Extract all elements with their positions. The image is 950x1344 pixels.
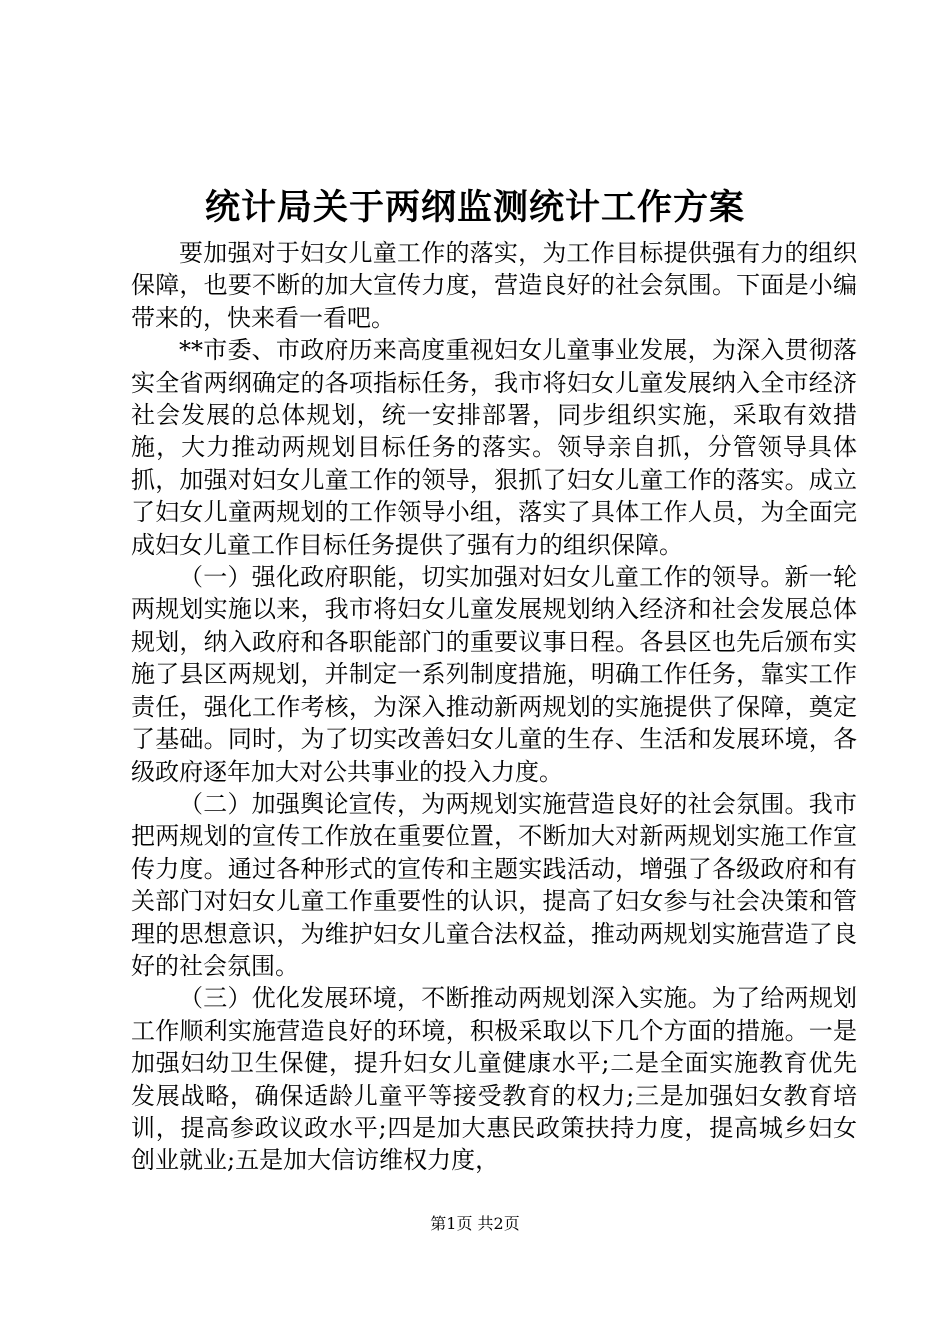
page-number-footer: 第1页 共2页 [430, 1214, 520, 1233]
paragraph-section-1: （一）强化政府职能，切实加强对妇女儿童工作的领导。新一轮两规划实施以来，我市将妇女儿童发展规划纳入经济和社会发展总体规划，纳入政府和各职能部门的重要议事日程。各县区也先后颁布实施了县区两规划，并制定一系列制度措施，明确工作任务，靠实工作责任，强化工作考核，为深入推动新两规划的实施提供了保障，奠定了基础。同时，为了切实改善妇女儿童的生存、生活和发展环境，各级政府逐年加大对公共事业的投入力度。 [131, 563, 857, 786]
paragraph-intro: 要加强对于妇女儿童工作的落实，为工作目标提供强有力的组织保障，也要不断的加大宣传力度，营造良好的社会氛围。下面是小编带来的，快来看一看吧。 [131, 239, 857, 332]
paragraph-section-3: （三）优化发展环境，不断推动两规划深入实施。为了给两规划工作顺利实施营造良好的环境，积极采取以下几个方面的措施。一是加强妇幼卫生保健，提升妇女儿童健康水平;二是全面实施教育优先发展战略，确保适龄儿童平等接受教育的权力;三是加强妇女教育培训，提高参政议政水平;四是加大惠民政策扶持力度，提高城乡妇女创业就业;五是加大信访维权力度， [131, 984, 857, 1175]
paragraph-section-2: （二）加强舆论宣传，为两规划实施营造良好的社会氛围。我市把两规划的宣传工作放在重要位置，不断加大对新两规划实施工作宣传力度。通过各种形式的宣传和主题实践活动，增强了各级政府和有关部门对妇女儿童工作重要性的认识，提高了妇女参与社会决策和管理的思想意识，为维护妇女儿童合法权益，推动两规划实施营造了良好的社会氛围。 [131, 789, 857, 980]
document-body [131, 237, 857, 1177]
document-title: 统计局关于两纲监测统计工作方案 [204, 187, 745, 228]
paragraph-overview: **市委、市政府历来高度重视妇女儿童事业发展，为深入贯彻落实全省两纲确定的各项指标任务，我市将妇女儿童发展纳入全市经济社会发展的总体规划，统一安排部署，同步组织实施，采取有效措施，大力推动两规划目标任务的落实。领导亲自抓，分管领导具体抓，加强对妇女儿童工作的领导，狠抓了妇女儿童工作的落实。成立了妇女儿童两规划的工作领导小组，落实了具体工作人员，为全面完成妇女儿童工作目标任务提供了强有力的组织保障。 [131, 336, 857, 559]
